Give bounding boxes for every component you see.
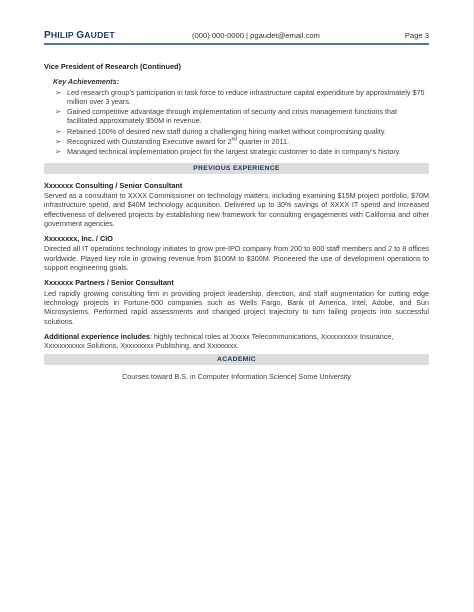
role-entry	[44, 234, 429, 272]
achievement-text: Managed technical implementation project for the largest strategic customer to date in company’s history.	[67, 147, 401, 157]
previous-experience-heading: PREVIOUS EXPERIENCE	[44, 163, 429, 174]
award-superscript: nd	[231, 136, 238, 143]
award-text-end: quarter in 2011.	[237, 137, 289, 147]
contact-info: (000) 000-0000 | pgaudet@email.com	[192, 31, 320, 40]
role-title: Xxxxxxx Partners / Senior Consultant	[44, 278, 174, 288]
header-divider	[44, 43, 429, 45]
vp-job-title: Vice President of Research (Continued)	[44, 62, 181, 71]
role-entry	[44, 278, 429, 325]
role-entry	[44, 181, 429, 228]
bullet-icon: ➢	[55, 107, 62, 117]
bullet-icon: ➢	[55, 126, 62, 136]
list-item	[53, 127, 429, 136]
name-first-rest: HILIP	[50, 30, 74, 40]
name-last-rest: AUDET	[84, 30, 115, 40]
list-item	[53, 147, 429, 156]
role-title: Xxxxxxx Consulting / Senior Consultant	[44, 180, 183, 190]
academic-heading: ACADEMIC	[44, 354, 429, 365]
additional-experience	[44, 332, 429, 351]
role-title: Xxxxxxxx, Inc. / CIO	[44, 234, 113, 244]
list-item	[53, 88, 429, 107]
achievement-text: Gained competitive advantage through implementation of security and crisis management functions that facilitated approximately $50M in revenue.	[67, 107, 398, 126]
achievement-text: Led research group’s participation in task force to reduce infrastructure capital expenditure by approximately $75 million over 3 years.	[67, 87, 425, 106]
name-last-initial: G	[76, 30, 85, 41]
name-first-initial: P	[44, 30, 51, 41]
achievements-list	[44, 88, 429, 157]
award-text: Recognized with Outstanding Executive award for 2	[67, 137, 232, 147]
role-description: Directed all IT operations technology initiates to grow pre-IPO company from 200 to 800 staff members and 2 to 8 offices worldwide. Played key role in growing revenue from $100M to $300M. Pioneered the use of development operations to support engineering goals.	[44, 244, 429, 273]
resume-content	[44, 62, 429, 382]
achievement-text: Retained 100% of desired new staff during a challenging hiring market without compromising quality.	[67, 126, 386, 136]
bullet-icon: ➢	[55, 147, 62, 157]
additional-experience-text: : highly technical roles at Xxxxx Telecommunications, Xxxxxxxxxx Insurance, Xxxxxxxxxxx Solutions, Xxxxxxxxx Publishing, and Xxxxxxxx.	[44, 331, 394, 351]
role-description: Led rapidly growing consulting firm in providing project leadership, direction, and staff augmentation for cutting edge technology projects in Fortune-500 companies such as Wells Fargo, Bank of America, Intel, Adobe, and Sun Microsystems. Performed rapid assessments and changed project trajectory to turn failing projects into successful solutions.	[44, 288, 429, 326]
list-item	[53, 107, 429, 126]
list-item	[53, 137, 429, 146]
key-achievements-label: Key Achievements:	[53, 77, 120, 87]
additional-experience-label: Additional experience includes	[44, 331, 150, 341]
education-entry: Courses toward B.S. in Computer Information Science| Some University	[122, 372, 351, 382]
candidate-name	[44, 30, 115, 41]
role-description: Served as a consultant to XXXX Commissioner on technology matters, including examining $15M project portfolio, $70M infrastructure spend, and $40M technology acquisition. Delivered up to 30% savings of XXXX IT spend and increased effectiveness of delivered projects by establishing new framework for consulting engagements with California and other government agencies.	[44, 190, 429, 228]
bullet-icon: ➢	[55, 137, 62, 147]
bullet-icon: ➢	[55, 87, 62, 97]
page-number: Page 3	[404, 31, 429, 40]
